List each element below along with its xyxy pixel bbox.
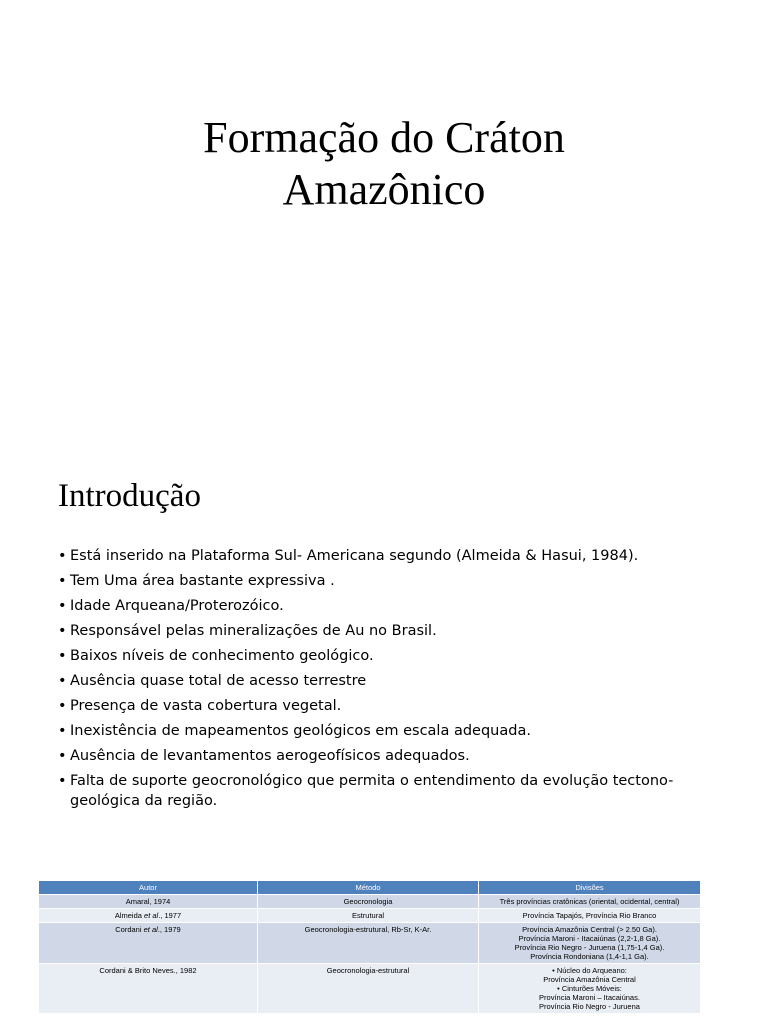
cell-divisoes: Três províncias cratônicas (oriental, ocidental, central) — [479, 895, 701, 909]
bullet-text: Responsável pelas mineralizações de Au no Brasil. — [70, 623, 437, 639]
divisao-line: Província Amazônia Central (> 2.50 Ga). — [522, 925, 657, 934]
bullet-dot: • — [58, 623, 67, 639]
cell-autor: Amaral, 1974 — [39, 895, 258, 909]
intro-slide — [0, 440, 768, 860]
bullet-item — [58, 571, 708, 591]
bullet-dot: • — [58, 648, 67, 664]
bullet-item — [58, 646, 708, 666]
autor-etal: et al — [143, 925, 158, 934]
bullet-text: Falta de suporte geocronológico que permita o entendimento da evolução tectono-geológica da região. — [70, 773, 674, 809]
autor-year: ., 1977 — [158, 911, 182, 920]
bullet-dot: • — [58, 698, 67, 714]
autor-name: Cordani — [115, 925, 144, 934]
autor-year: ., 1979 — [157, 925, 181, 934]
main-title-line-1: Formação do Cráton — [203, 113, 565, 162]
bullet-list — [58, 546, 708, 816]
cell-metodo: Geocronologia — [258, 895, 479, 909]
cell-divisoes — [479, 964, 701, 1014]
bullet-text: Está inserido na Plataforma Sul- Americana segundo (Almeida & Hasui, 1984). — [70, 548, 639, 564]
bullet-item — [58, 696, 708, 716]
bullet-text: Baixos níveis de conhecimento geológico. — [70, 648, 374, 664]
table-row — [39, 909, 701, 923]
header-divisoes: Divisões — [479, 881, 701, 895]
autor-etal: et al — [144, 911, 159, 920]
cell-autor — [39, 909, 258, 923]
table-slide — [0, 860, 768, 1024]
divisao-line: Província Amazônia Central — [543, 975, 636, 984]
bullet-item — [58, 546, 708, 566]
bullet-text: Inexistência de mapeamentos geológicos em escala adequada. — [70, 723, 531, 739]
cell-autor — [39, 923, 258, 964]
divisao-line: Província Maroni – Itacaiúnas. — [539, 993, 640, 1002]
cell-metodo: Estrutural — [258, 909, 479, 923]
cell-divisoes — [479, 923, 701, 964]
section-title: Introdução — [58, 478, 201, 514]
bullet-item — [58, 671, 708, 691]
table-row — [39, 895, 701, 909]
bullet-dot: • — [58, 673, 67, 689]
bullet-dot: • — [58, 773, 67, 789]
divisao-line: Província Rio Negro - Juruena — [539, 1002, 640, 1011]
table-row — [39, 964, 701, 1014]
main-title-line-2: Amazônico — [282, 165, 486, 214]
divisions-table — [38, 880, 701, 1014]
cell-metodo: Geocronologia-estrutural — [258, 964, 479, 1014]
bullet-text: Ausência de levantamentos aerogeofísicos adequados. — [70, 748, 470, 764]
bullet-text: Ausência quase total de acesso terrestre — [70, 673, 367, 689]
bullet-item — [58, 746, 708, 766]
table-header-row — [39, 881, 701, 895]
bullet-item — [58, 771, 708, 811]
table-row — [39, 923, 701, 964]
divisao-line: • Cinturões Móveis: — [557, 984, 622, 993]
divisao-line: • Núcleo do Arqueano: — [552, 966, 627, 975]
main-title — [0, 112, 768, 216]
divisao-line: Província Maroni - Itacaiúnas (2,2-1,8 Ga). — [518, 934, 661, 943]
cell-divisoes: Província Tapajós, Província Rio Branco — [479, 909, 701, 923]
bullet-dot: • — [58, 748, 67, 764]
cell-autor: Cordani & Brito Neves., 1982 — [39, 964, 258, 1014]
bullet-text: Tem Uma área bastante expressiva . — [70, 573, 335, 589]
bullet-text: Presença de vasta cobertura vegetal. — [70, 698, 342, 714]
header-metodo: Método — [258, 881, 479, 895]
bullet-dot: • — [58, 548, 67, 564]
bullet-item — [58, 721, 708, 741]
title-slide — [0, 0, 768, 440]
autor-name: Almeida — [114, 911, 145, 920]
cell-metodo: Geocronologia-estrutural, Rb-Sr, K-Ar. — [258, 923, 479, 964]
bullet-item — [58, 621, 708, 641]
bullet-dot: • — [58, 573, 67, 589]
divisao-line: Província Rio Negro - Juruena (1,75-1,4 Ga). — [514, 943, 665, 952]
bullet-dot: • — [58, 723, 67, 739]
header-autor: Autor — [39, 881, 258, 895]
bullet-text: Idade Arqueana/Proterozóico. — [70, 598, 284, 614]
bullet-item — [58, 596, 708, 616]
bullet-dot: • — [58, 598, 67, 614]
divisao-line: Província Rondoniana (1,4-1,1 Ga). — [530, 952, 649, 961]
